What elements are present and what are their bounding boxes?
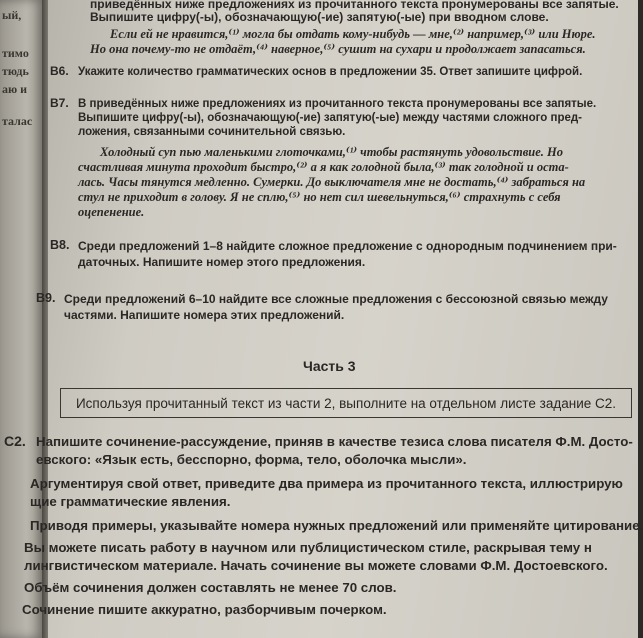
task-c2-line: лингвистическом материале. Начать сочинение вы можете словами Ф.М. Достоевского. xyxy=(24,558,608,573)
task-b6-tag: В6. xyxy=(50,64,69,78)
left-fragment: аю и xyxy=(2,82,28,96)
task-c2-line: Вы можете писать работу в научном или публицистическом стиле, раскрывая тему н xyxy=(24,540,592,555)
top-instruction-line: приведённых ниже предложениях из прочитанного текста пронумерованы все запятые. xyxy=(90,0,619,11)
left-fragment: тимо xyxy=(2,46,29,60)
top-instruction-line: Выпишите цифру(-ы), обозначающую(-ие) запятую(-ые) при вводном слове. xyxy=(90,10,549,24)
task-c2-line: Сочинение пишите аккуратно, разборчивым почерком. xyxy=(22,602,387,617)
task-b9-tag: В9. xyxy=(36,291,56,305)
task-c2-line: щие грамматические явления. xyxy=(30,494,231,509)
left-fragment: талас xyxy=(2,114,33,128)
part3-instruction-text: Используя прочитанный текст из части 2, выполните на отдельном листе задание С2. xyxy=(75,396,617,411)
task-c2-tag: С2. xyxy=(4,433,26,449)
task-c2-line: Напишите сочинение-рассуждение, приняв в качестве тезиса слова писателя Ф.М. Досто- xyxy=(36,434,633,449)
task-b7-example: лась. Часы тянутся медленно. Сумерки. До выключателя мне не достать,⁽⁴⁾ забраться на xyxy=(78,175,586,189)
task-c2-line: евского: «Язык есть, бесспорно, форма, тело, оболочка мысли». xyxy=(36,452,467,467)
task-b6-text: Укажите количество грамматических основ в предложении 35. Ответ запишите цифрой. xyxy=(78,66,583,78)
top-example-line: Но она почему-то не отдаёт,⁽⁴⁾ наверное,⁽⁵⁾ сушит на сухари и продолжает запасаться. xyxy=(90,42,586,56)
part3-title: Часть 3 xyxy=(303,358,356,374)
task-b7-line: ложения, связанными сочинительной связью. xyxy=(78,126,346,138)
task-b7-line: Выпишите цифру(-ы), обозначающую(-ие) запятую(-ые) между частями сложного пред- xyxy=(78,112,582,124)
part3-instruction-box xyxy=(60,388,632,418)
task-b8-tag: В8. xyxy=(50,238,70,252)
task-b7-example: Холодный суп пью маленькими глоточками,⁽¹⁾ чтобы растянуть удовольствие. Но xyxy=(100,145,564,159)
task-b7-tag: В7. xyxy=(50,96,69,110)
task-b8-line: Среди предложений 1–8 найдите сложное предложение с однородным подчинением при- xyxy=(78,239,617,253)
task-b8-line: даточных. Напишите номер этого предложения. xyxy=(78,255,366,269)
left-fragment: ый, xyxy=(2,8,22,22)
task-b7-line: В приведённых ниже предложениях из прочитанного текста пронумерованы все запятые. xyxy=(78,98,597,110)
task-c2-line: Приводя примеры, указывайте номера нужных предложений или применяйте цитирование. xyxy=(30,518,643,533)
task-b9-line: Среди предложений 6–10 найдите все сложные предложения с бессоюзной связью между xyxy=(64,292,608,306)
left-fragment: тюдь xyxy=(2,64,29,78)
task-b7-example: стул не приходит в голову. Я не сплю,⁽⁵⁾ но нет сил шевельнуться,⁽⁶⁾ страхнуть с себя xyxy=(78,190,561,204)
task-c2-line: Объём сочинения должен составлять не менее 70 слов. xyxy=(24,580,397,595)
task-b7-example: счастливая минута проходит быстро,⁽²⁾ а я как голодной была,⁽³⁾ так голодной и оста- xyxy=(78,160,569,174)
task-b9-line: частями. Напишите номера этих предложений. xyxy=(64,308,345,322)
top-example-line: Если ей не нравится,⁽¹⁾ могла бы отдать кому-нибудь — мне,⁽²⁾ например,⁽³⁾ или Нюре. xyxy=(110,27,596,41)
task-b7-example: оцепенение. xyxy=(78,205,145,219)
task-c2-line: Аргументируя свой ответ, приведите два примера из прочитанного текста, иллюстрирую xyxy=(30,476,623,491)
